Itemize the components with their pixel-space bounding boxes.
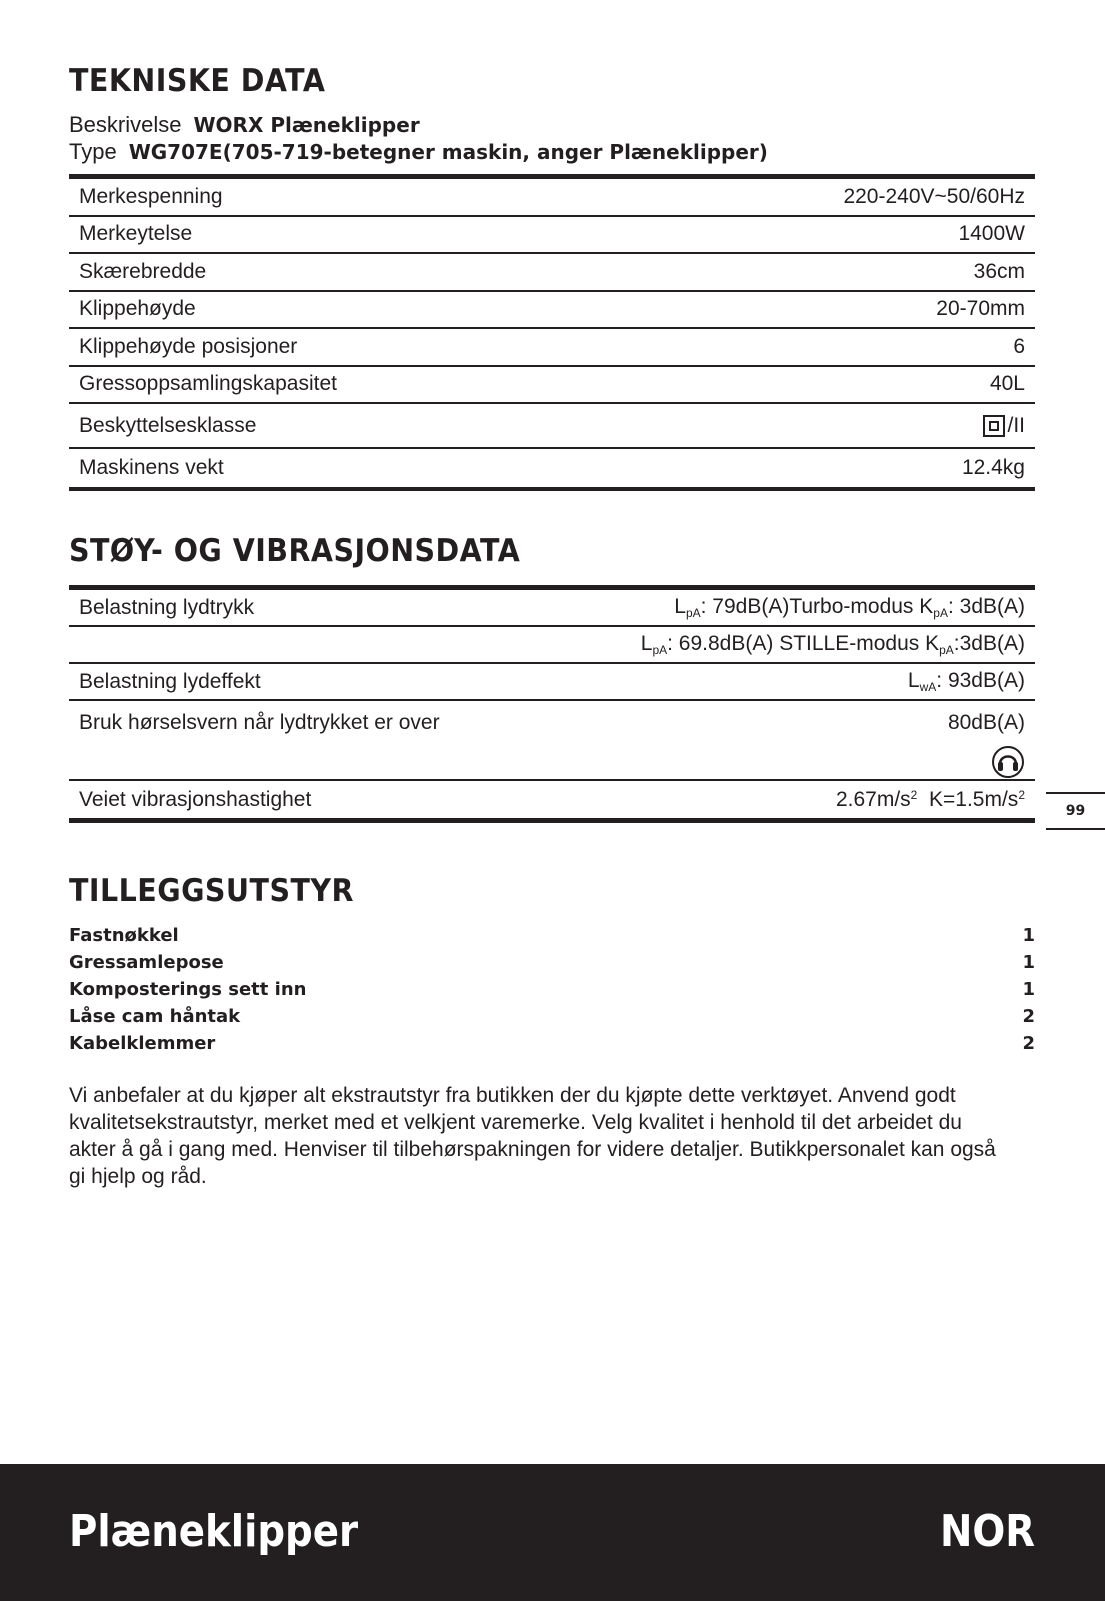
superscript: 2 bbox=[910, 787, 918, 802]
table-row bbox=[69, 367, 1035, 405]
row-label: Klippehøyde bbox=[79, 297, 196, 321]
row-value: 20-70mm bbox=[936, 297, 1025, 321]
noise-vibration-table bbox=[69, 585, 1035, 823]
value-text: 2.67m/s bbox=[835, 787, 911, 811]
row-value: 80dB(A) bbox=[947, 711, 1025, 734]
protection-class-value: /II bbox=[1007, 413, 1025, 437]
value-text: : 93dB(A) bbox=[936, 669, 1025, 692]
ear-protection-icon bbox=[991, 745, 1025, 779]
item-qty: 1 bbox=[1022, 952, 1035, 973]
row-label: Merkespenning bbox=[79, 184, 223, 208]
row-label: Maskinens vekt bbox=[79, 455, 224, 479]
table-row bbox=[69, 449, 1035, 487]
footer-bar bbox=[0, 1464, 1105, 1601]
value-text: K=1.5m/s bbox=[929, 787, 1019, 811]
subscript: pA bbox=[685, 606, 701, 620]
section-heading-noise-vibration: STØY- OG VIBRASJONSDATA bbox=[69, 533, 521, 569]
row-value: 40L bbox=[989, 372, 1025, 396]
table-row bbox=[69, 179, 1035, 217]
item-name: Komposterings sett inn bbox=[69, 979, 307, 1000]
type-line bbox=[69, 138, 768, 166]
row-label: Veiet vibrasjonshastighet bbox=[79, 787, 312, 811]
row-value bbox=[983, 414, 1025, 438]
row-label: Klippehøyde posisjoner bbox=[79, 334, 298, 358]
subscript: wA bbox=[919, 680, 937, 694]
value-text: : 79dB(A)Turbo-modus K bbox=[700, 595, 934, 618]
page-number: 99 bbox=[1046, 792, 1105, 830]
table-row bbox=[69, 701, 1035, 781]
value-text: : 69.8dB(A) STILLE-modus K bbox=[667, 632, 940, 655]
row-label: Bruk hørselsvern når lydtrykket er over bbox=[79, 711, 440, 734]
subscript: pA bbox=[939, 643, 954, 657]
symbol-l: L bbox=[674, 595, 686, 618]
table-row bbox=[69, 292, 1035, 330]
row-value: 220-240V~50/60Hz bbox=[843, 184, 1025, 208]
table-row bbox=[69, 781, 1035, 818]
accessories-list bbox=[69, 922, 1035, 1057]
row-label: Belastning lydtrykk bbox=[79, 595, 255, 619]
row-value bbox=[836, 788, 1025, 812]
superscript: 2 bbox=[1018, 787, 1025, 802]
row-value bbox=[674, 595, 1025, 620]
accessories-note: Vi anbefaler at du kjøper alt ekstrautstyr fra butikken der du kjøpte dette verktøyet. Anvend godt kvalitetsekstrautstyr, merket med et velkjent varemerke. Velg kvalitet i henhold til det arbeidet du akter å gå i gang med. Henviser til tilbehørspakningen for videre detaljer. Butikkpersonalet kan også gi hjelp og råd. bbox=[69, 1084, 996, 1188]
item-name: Låse cam håntak bbox=[69, 1006, 241, 1027]
table-row bbox=[69, 627, 1035, 664]
value-text: :3dB(A) bbox=[953, 632, 1025, 655]
item-name: Fastnøkkel bbox=[69, 925, 179, 946]
technical-data-table bbox=[69, 174, 1035, 491]
section-heading-accessories: TILLEGGSUTSTYR bbox=[69, 873, 354, 909]
list-item bbox=[69, 976, 1035, 1003]
subscript: pA bbox=[933, 606, 948, 620]
item-qty: 2 bbox=[1022, 1006, 1035, 1027]
section-heading-technical-data: TEKNISKE DATA bbox=[69, 63, 326, 99]
list-item bbox=[69, 922, 1035, 949]
table-row bbox=[69, 217, 1035, 255]
item-name: Kabelklemmer bbox=[69, 1033, 216, 1054]
row-label: Gressoppsamlingskapasitet bbox=[79, 372, 337, 396]
item-qty: 1 bbox=[1022, 925, 1035, 946]
table-row bbox=[69, 329, 1035, 367]
symbol-l: L bbox=[640, 632, 653, 655]
type-label: Type bbox=[69, 139, 117, 164]
subscript: pA bbox=[652, 643, 668, 657]
table-row bbox=[69, 664, 1035, 701]
row-value: 6 bbox=[1013, 334, 1025, 358]
type-value: WG707E(705-719-betegner maskin, anger Plæneklipper) bbox=[128, 140, 768, 164]
row-label: Belastning lydeffekt bbox=[79, 669, 261, 693]
item-qty: 2 bbox=[1022, 1033, 1035, 1054]
item-qty: 1 bbox=[1022, 979, 1035, 1000]
footer-title: Plæneklipper bbox=[69, 1506, 359, 1557]
row-value bbox=[641, 632, 1025, 657]
row-value: 1400W bbox=[958, 222, 1025, 246]
row-value: 36cm bbox=[973, 259, 1025, 283]
description-value: WORX Plæneklipper bbox=[193, 113, 420, 137]
row-value: 12.4kg bbox=[961, 455, 1025, 479]
table-row bbox=[69, 590, 1035, 627]
double-insulation-icon bbox=[983, 415, 1005, 437]
symbol-l: L bbox=[907, 669, 920, 692]
list-item bbox=[69, 1030, 1035, 1057]
item-name: Gressamlepose bbox=[69, 952, 224, 973]
description-label: Beskrivelse bbox=[69, 112, 182, 137]
footer-language: NOR bbox=[939, 1506, 1035, 1557]
table-row bbox=[69, 404, 1035, 449]
table-row bbox=[69, 254, 1035, 292]
list-item bbox=[69, 949, 1035, 976]
row-label: Skærebredde bbox=[79, 259, 207, 283]
list-item bbox=[69, 1003, 1035, 1030]
description-line bbox=[69, 111, 420, 139]
row-value bbox=[908, 669, 1025, 694]
row-label: Beskyttelsesklasse bbox=[79, 413, 257, 437]
row-label: Merkeytelse bbox=[79, 222, 193, 246]
value-text: : 3dB(A) bbox=[947, 595, 1025, 618]
